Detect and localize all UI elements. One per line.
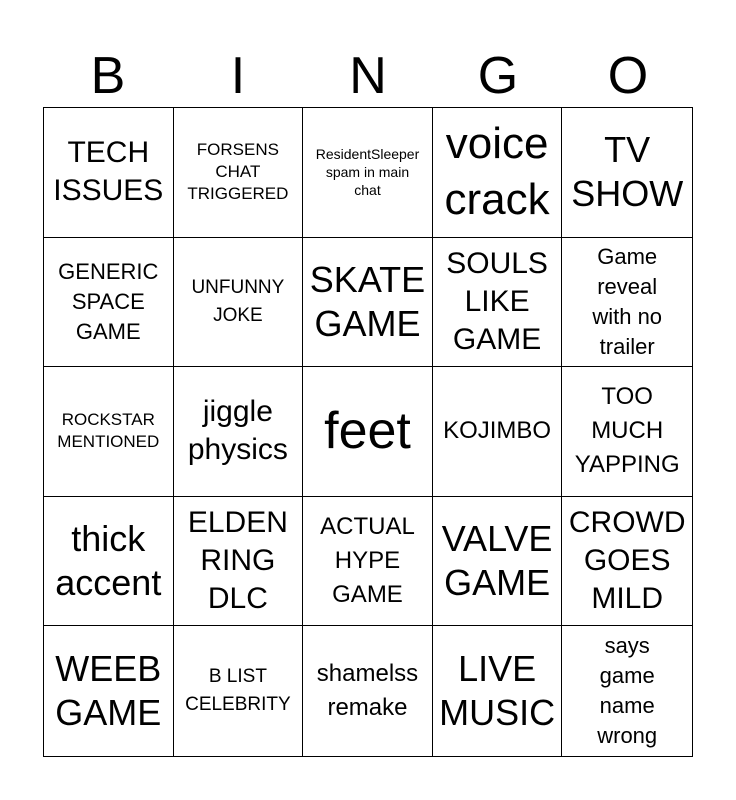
- bingo-cell[interactable]: [562, 108, 692, 238]
- bingo-cell[interactable]: [303, 238, 433, 368]
- cell-label: jiggle physics: [187, 395, 288, 467]
- bingo-cell[interactable]: [44, 626, 174, 756]
- bingo-cell[interactable]: [303, 497, 433, 627]
- cell-label: feet: [324, 402, 411, 461]
- bingo-header: [43, 44, 693, 108]
- bingo-cell[interactable]: [174, 497, 304, 627]
- header-letter-o: O: [607, 47, 649, 105]
- cell-label: CROWD GOES MILD: [568, 506, 686, 616]
- cell-label: ResidentSleeper spam in main chat: [315, 146, 420, 199]
- cell-label: UNFUNNY JOKE: [191, 276, 285, 326]
- cell-label: B LIST CELEBRITY: [185, 666, 291, 716]
- header-letter-i: I: [230, 47, 246, 105]
- bingo-cell[interactable]: [174, 626, 304, 756]
- cell-label: says game name wrong: [597, 633, 658, 749]
- bingo-cell[interactable]: [433, 497, 563, 627]
- bingo-cell[interactable]: [174, 238, 304, 368]
- cell-label: thick accent: [55, 518, 162, 604]
- cell-label: voice crack: [444, 119, 550, 225]
- cell-label: FORSENS CHAT TRIGGERED: [187, 140, 289, 204]
- cell-label: ELDEN RING DLC: [187, 506, 288, 616]
- bingo-cell[interactable]: [44, 497, 174, 627]
- header-letter-n: N: [349, 47, 387, 105]
- cell-label: ACTUAL HYPE GAME: [320, 513, 415, 609]
- bingo-cell[interactable]: [562, 238, 692, 368]
- bingo-cell[interactable]: [174, 367, 304, 497]
- cell-label: VALVE GAME: [441, 518, 553, 604]
- bingo-cell[interactable]: [433, 626, 563, 756]
- cell-label: KOJIMBO: [443, 417, 552, 445]
- header-letter-b: B: [90, 47, 126, 105]
- cell-label: TV SHOW: [571, 129, 684, 215]
- cell-label: ROCKSTAR MENTIONED: [57, 410, 160, 452]
- cell-label: SOULS LIKE GAME: [446, 246, 548, 356]
- bingo-cell[interactable]: [562, 626, 692, 756]
- cell-label: TECH ISSUES: [53, 136, 164, 208]
- cell-label: LIVE MUSIC: [439, 648, 556, 734]
- bingo-cell[interactable]: [44, 238, 174, 368]
- bingo-cell[interactable]: [303, 626, 433, 756]
- cell-label: SKATE GAME: [309, 258, 426, 344]
- bingo-cell[interactable]: [433, 108, 563, 238]
- bingo-cell[interactable]: [433, 367, 563, 497]
- bingo-cell[interactable]: [44, 108, 174, 238]
- cell-label: TOO MUCH YAPPING: [574, 383, 680, 479]
- bingo-cell[interactable]: [562, 497, 692, 627]
- bingo-cell[interactable]: [562, 367, 692, 497]
- cell-label: GENERIC SPACE GAME: [58, 258, 159, 344]
- cell-label: WEEB GAME: [55, 648, 162, 734]
- bingo-cell[interactable]: [303, 108, 433, 238]
- bingo-grid: [43, 107, 693, 757]
- bingo-cell[interactable]: [174, 108, 304, 238]
- bingo-cell[interactable]: [44, 367, 174, 497]
- bingo-cell[interactable]: [303, 367, 433, 497]
- cell-label: shamelss remake: [316, 660, 419, 722]
- header-letter-g: G: [477, 47, 519, 105]
- bingo-cell[interactable]: [433, 238, 563, 368]
- cell-label: Game reveal with no trailer: [592, 243, 663, 359]
